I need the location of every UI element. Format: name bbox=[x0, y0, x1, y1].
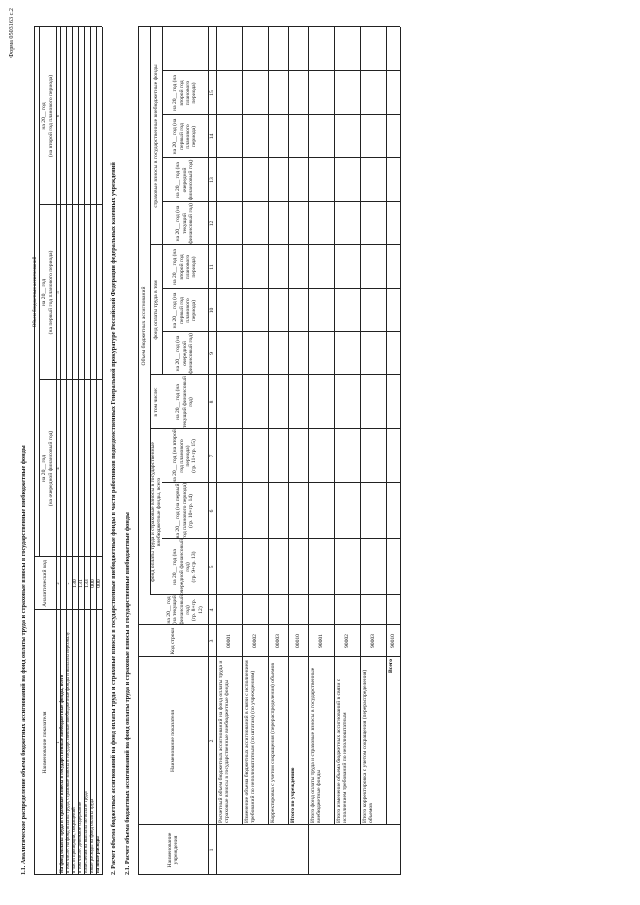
s2-colnum: 14 bbox=[208, 133, 215, 140]
s2-header-fot-total: фонд оплаты труда и страховые взносы в государственные внебюджетные фонды, всего bbox=[149, 442, 162, 582]
s1-header-volume: Объем бюджетных ассигнований bbox=[33, 256, 39, 328]
s2-colnum: 1 bbox=[208, 848, 215, 852]
s1-year3-label: на 20__ год bbox=[41, 102, 48, 130]
section-2-subtitle: 2.1. Расчет объема бюджетных ассигнований на фонд оплаты труда и страховые взносы в государственные внебюджетные фонды bbox=[124, 512, 131, 875]
s2-colnum: 9 bbox=[208, 352, 215, 355]
s1-colnum: 2 bbox=[54, 582, 60, 585]
s2-col14-header: на 20__ год (на первый год планового периода) bbox=[172, 118, 198, 155]
s1-row-code: 000 bbox=[95, 579, 102, 588]
s2-row-code: 90010 bbox=[389, 634, 396, 648]
s1-row-label: в том числе: на фонд оплаты труда, страховые взносы в государственные внебюджетные фонды и выплаты персоналу bbox=[66, 631, 71, 873]
s1-row-code: - bbox=[65, 582, 72, 585]
s1-header-year2 bbox=[39, 205, 56, 380]
s2-colnum: 7 bbox=[208, 454, 215, 458]
s1-row-code: 130 bbox=[71, 579, 78, 588]
s2-col8-header: на 20__ год (на текущий финансовый год) bbox=[175, 376, 195, 428]
s1-header-indicator: Наименование показателя bbox=[41, 711, 48, 774]
s2-colnum: 5 bbox=[208, 565, 215, 569]
s1-row-label: в том числе: денежное содержание bbox=[78, 801, 83, 873]
s1-row-code: 000 bbox=[89, 579, 96, 588]
s2-col6-header bbox=[162, 483, 208, 539]
form-code: Форма 0503163 с.2 bbox=[8, 8, 15, 58]
section-2-table bbox=[138, 27, 618, 875]
s1-row-label: в части пропорции, сокращений bbox=[72, 807, 77, 873]
section-1-title: 1.1. Аналитическое распределение объема бюджетных ассигнований на фонд оплаты труда и страховые взносы в государственные внебюджетные фонды bbox=[20, 445, 27, 875]
s1-row-label: иные расходы на фонд оплаты труда bbox=[90, 798, 95, 873]
s2-row-label: Всего bbox=[388, 659, 394, 673]
s2-row-label: Итого по учреждению bbox=[290, 767, 296, 823]
s2-row-label: Изменение объема бюджетных ассигнований в связи с исполнением требований по неполноштатным (по штатам) (по учреждениям) bbox=[244, 660, 257, 823]
s2-row-code: 00002 bbox=[251, 634, 258, 648]
s1-colnum: 5 bbox=[54, 291, 60, 294]
s2-row-code: 90003 bbox=[369, 634, 376, 648]
s2-row-label: Итого фонд оплаты труда и страховые взносы в государственные внебюджетные фонды bbox=[310, 667, 323, 823]
s2-header-fot: фонд оплаты труда в том bbox=[152, 280, 159, 340]
s2-colnum: 15 bbox=[208, 90, 215, 96]
s2-col15-header: на 20__ год (на второй год планового периода) bbox=[172, 75, 198, 111]
s2-colnum: 13 bbox=[208, 177, 215, 183]
s2-col4-header bbox=[162, 595, 208, 625]
s1-header-year1 bbox=[39, 380, 56, 557]
s1-year1-label: на 20__ год bbox=[41, 454, 48, 483]
s2-col6-formula: (гр. 10+гр. 14) bbox=[188, 494, 195, 528]
s1-colnum: 4 bbox=[54, 467, 60, 470]
s2-col12-header: на 20__ год (на текущий финансовый год) bbox=[175, 203, 195, 244]
s2-col6-year: на 20__ год (на первый год планового периода) bbox=[175, 483, 188, 539]
s1-year3-sub: (на второй год планового периода) bbox=[47, 74, 54, 158]
s2-colnum: 6 bbox=[208, 509, 215, 513]
s2-colnum: 8 bbox=[208, 400, 215, 404]
s1-colnum: 6 bbox=[54, 114, 60, 118]
s1-header-year3 bbox=[39, 27, 56, 205]
s2-col7-header bbox=[162, 429, 208, 483]
s2-header-insurance: страховые взносы в государственные внебюджетные фонды bbox=[152, 64, 159, 208]
s2-col7-formula: (гр. 11+гр. 15) bbox=[191, 439, 198, 473]
s1-year1-sub: (на очередной финансовый год) bbox=[47, 430, 54, 507]
s2-header-volume: Объем бюджетных ассигнований bbox=[140, 286, 147, 366]
s1-row-label: На фонд оплаты труда и страховые взносы в государственные внебюджетные фонды, всего bbox=[60, 674, 65, 873]
s2-header-indicator: Наименование показателя bbox=[169, 710, 176, 772]
s2-header-in-total: в том числе: bbox=[152, 387, 159, 417]
s2-row-label: Итого изменение объема бюджетных ассигнований в связи с исполнением требований по неполноштатным bbox=[336, 678, 349, 823]
s2-colnum: 11 bbox=[208, 264, 215, 270]
s2-row-code: 00010 bbox=[294, 634, 301, 648]
s2-col4-year: на 20__ год (на текущий финансовый год) bbox=[165, 595, 191, 625]
s2-row-label: Итого корректировка с учетом сокращения (перераспределения) объемов bbox=[362, 669, 375, 823]
s2-col11-header: на 20__ год (на второй год планового периода) bbox=[172, 249, 198, 285]
s1-row-code: 133 bbox=[83, 579, 90, 588]
s2-row-label: Расчетный объем бюджетных ассигнований на фонд оплаты труда и страховые взносы в государственные внебюджетные фонды bbox=[218, 660, 231, 823]
s1-header-code: Аналитический код bbox=[41, 560, 48, 607]
s2-row-code: 90001 bbox=[317, 634, 324, 648]
section-2-title: 2. Расчет объема бюджетных ассигнований на фонд оплаты труда и страховые взносы в государственные внебюджетные фонды в части работников подведомственных Генеральной прокуратуре Российской Федерации федеральных казенных учреждений bbox=[110, 162, 117, 875]
s2-colnum: 4 bbox=[208, 608, 215, 612]
s2-row-code: 90002 bbox=[343, 634, 350, 648]
s1-row-label: начисления на выплаты по оплате труда bbox=[84, 791, 89, 873]
s2-row-code: 00001 bbox=[225, 634, 232, 648]
s1-year2-label: на 20__ год bbox=[41, 278, 48, 307]
s2-col9-header: на 20__ год (на очередной финансовый год) bbox=[175, 333, 195, 374]
section-1-table bbox=[34, 27, 104, 875]
s1-row-code: 131 bbox=[77, 579, 84, 588]
s1-year2-sub: (на первый год планового периода) bbox=[47, 250, 54, 335]
s2-header-institution: Наименование учреждения bbox=[166, 832, 179, 868]
s2-header-line-code: Код строки bbox=[169, 627, 176, 655]
s2-colnum: 10 bbox=[208, 307, 215, 314]
s2-colnum: 3 bbox=[208, 639, 215, 643]
s2-col7-year: на 20__ год (на второй год планового периода) bbox=[172, 429, 191, 483]
s2-col4-formula: (гр. 8+гр. 12) bbox=[191, 598, 204, 622]
s2-col5-year: на 20__ год (на очередной финансовый год) bbox=[172, 539, 191, 595]
s2-colnum: 12 bbox=[208, 220, 215, 227]
s2-col10-header: на 20__ год (на первый год планового периода) bbox=[172, 292, 198, 329]
s2-col13-header: на 20__ год (на очередной финансовый год) bbox=[175, 159, 195, 201]
s2-row-label: Корректировка с учетом сокращения (перераспределения) объемов bbox=[270, 662, 276, 823]
s2-colnum: 2 bbox=[208, 739, 215, 743]
s1-row-label: на иные расходы bbox=[96, 836, 101, 873]
s2-col5-formula: (гр. 9+гр. 13) bbox=[191, 551, 198, 583]
s2-row-code: 00003 bbox=[274, 634, 281, 648]
s2-col5-header bbox=[162, 539, 208, 595]
s1-colnum: 1 bbox=[54, 741, 60, 744]
